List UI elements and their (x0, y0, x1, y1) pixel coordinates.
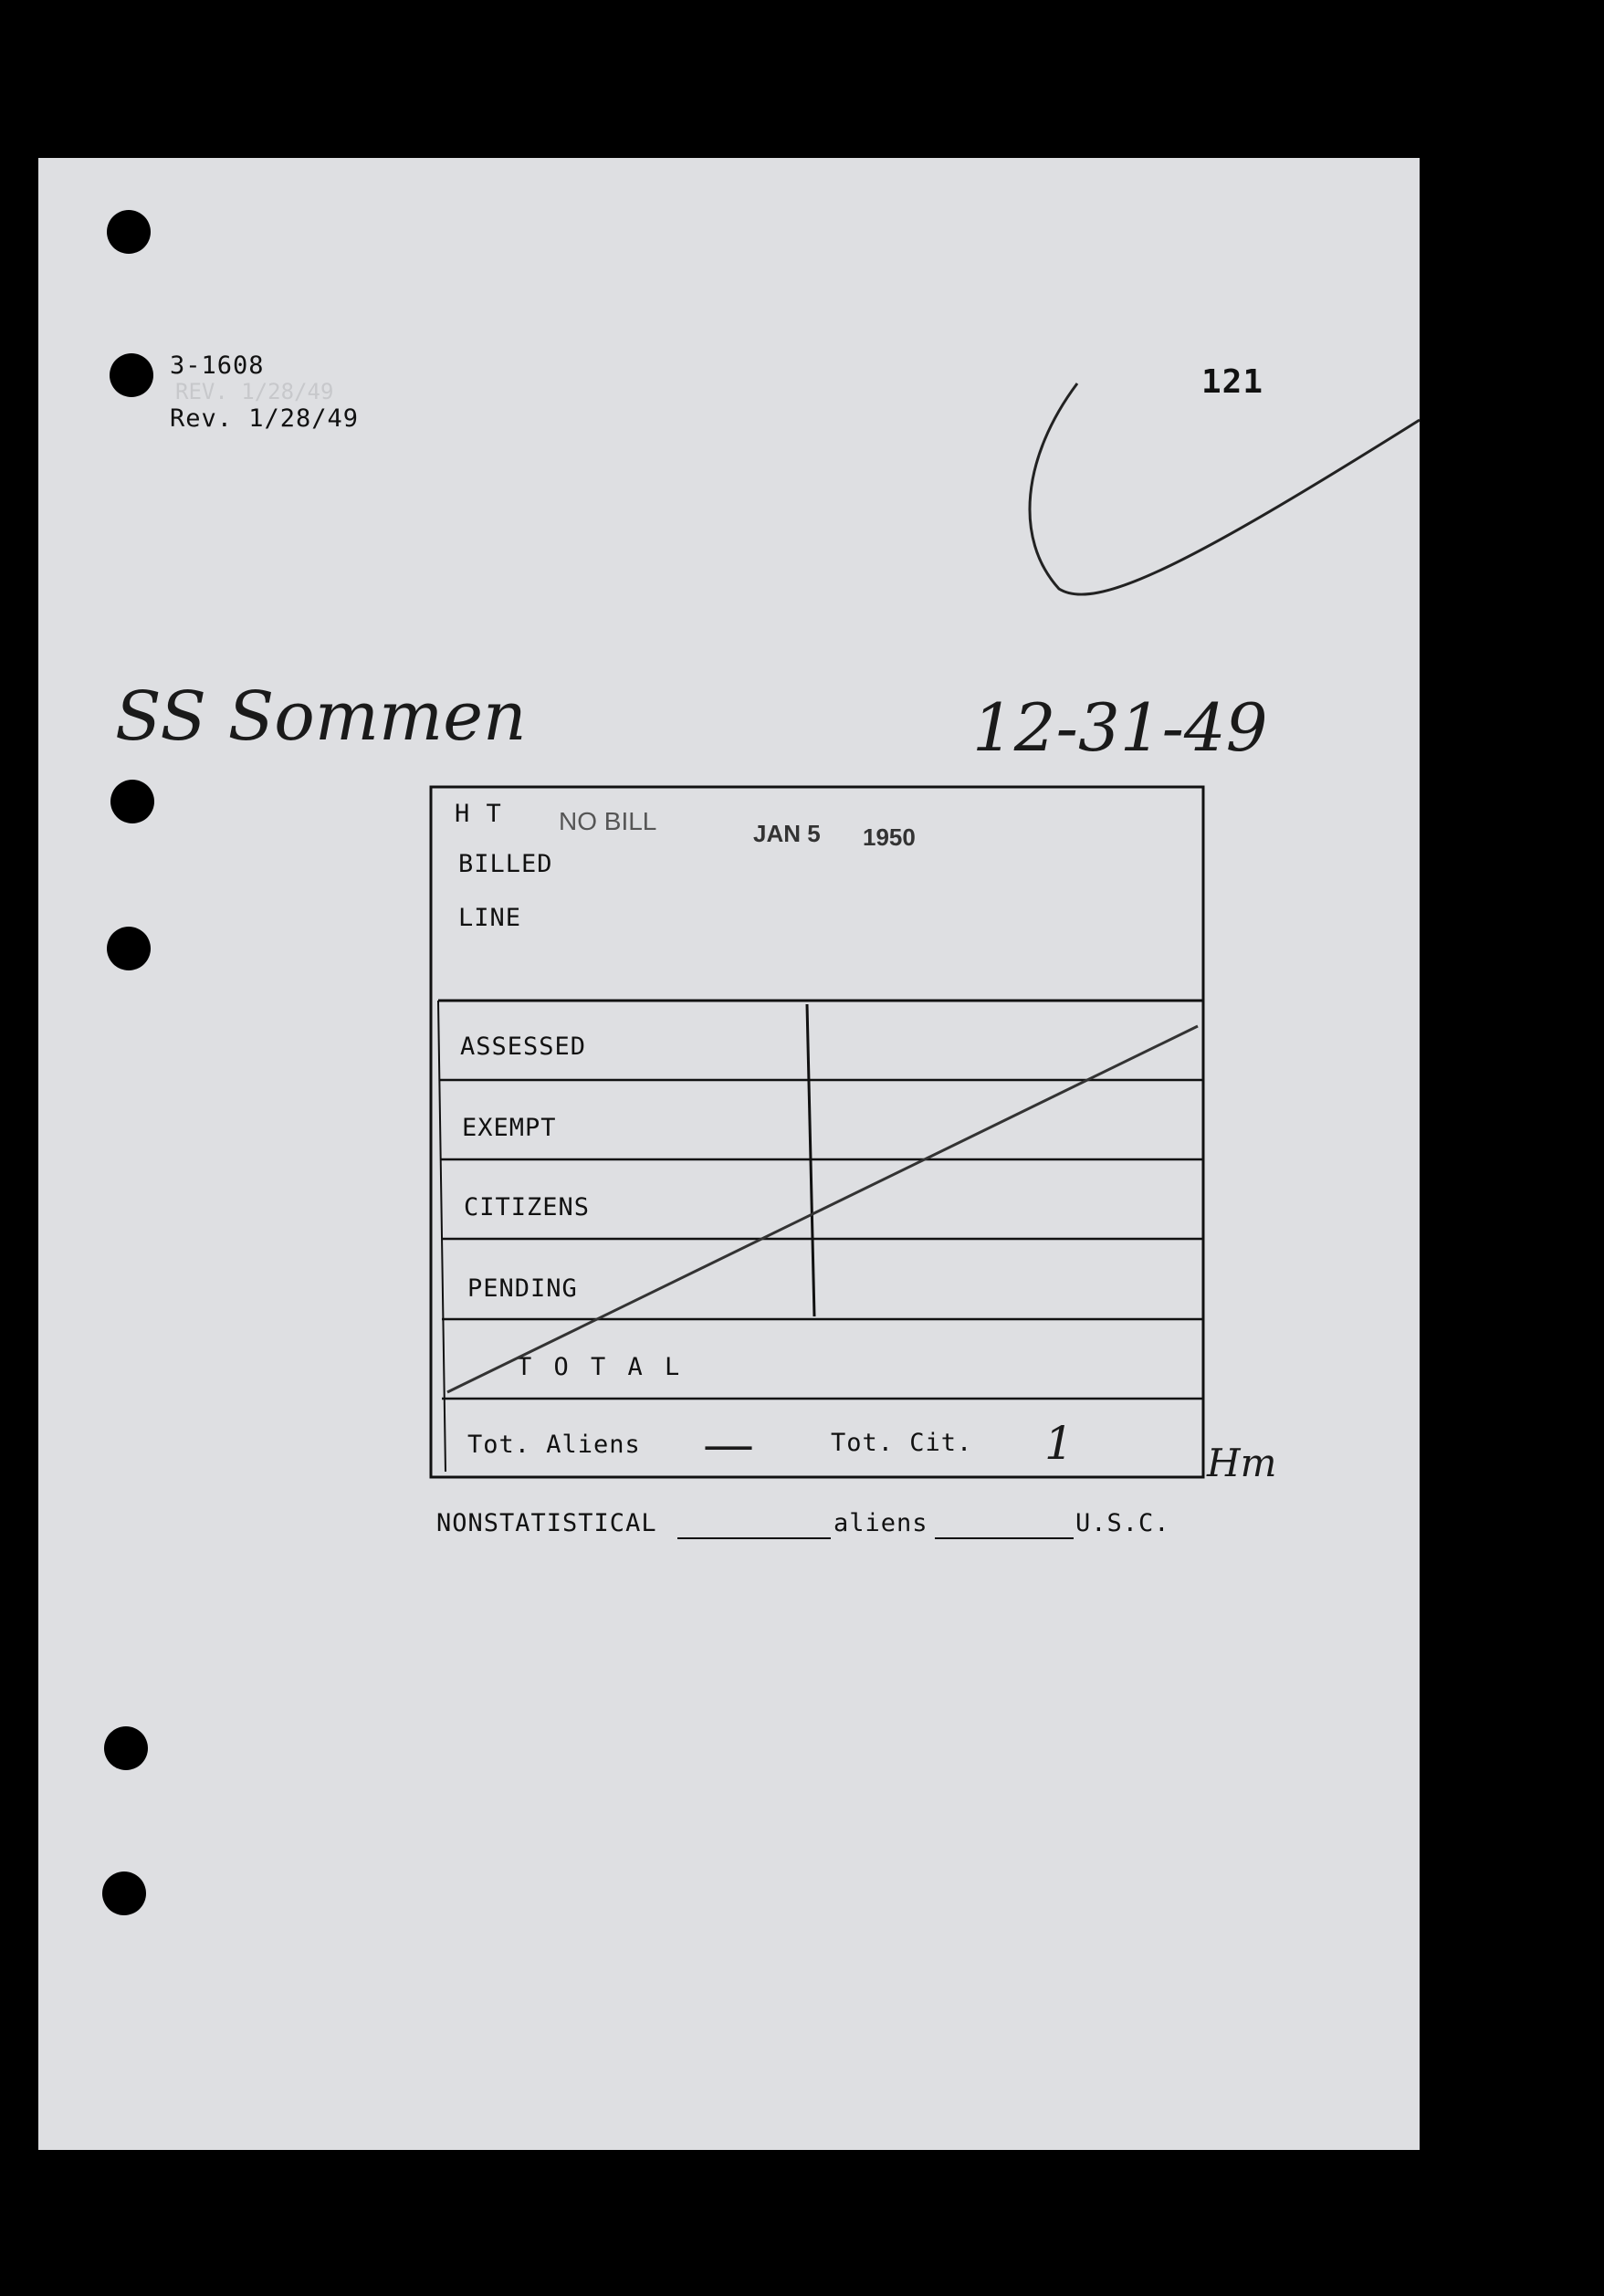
handwritten-initials: Hm (1207, 1441, 1277, 1485)
tot-cit-label: Tot. Cit. (831, 1429, 973, 1457)
box-inner-edge (438, 1001, 446, 1472)
aliens-label: aliens (833, 1509, 928, 1537)
billed-label: BILLED (458, 850, 553, 878)
assessed-label: ASSESSED (460, 1033, 587, 1061)
bleed-through-text: REV. 1/28/49 (175, 379, 334, 404)
form-number: 3-1608 (170, 351, 265, 380)
citizens-label: CITIZENS (464, 1193, 591, 1221)
handwritten-date: 12-31-49 (972, 689, 1268, 766)
line-label: LINE (458, 904, 522, 932)
check-mark (1030, 383, 1420, 594)
pending-label: PENDING (467, 1274, 578, 1303)
tot-aliens-dash: — (703, 1415, 754, 1474)
box-border (431, 787, 1203, 1477)
handwritten-ship-name: SS Sommen (115, 677, 527, 756)
tot-aliens-label: Tot. Aliens (467, 1431, 641, 1459)
no-bill-stamp: NO BILL (559, 807, 657, 835)
form-revision: Rev. 1/28/49 (170, 404, 360, 433)
total-label: T O T A L (517, 1353, 684, 1381)
exempt-label: EXEMPT (462, 1114, 557, 1142)
date-stamp-month-day: JAN 5 (753, 820, 821, 847)
usc-label: U.S.C. (1075, 1509, 1170, 1537)
nonstatistical-label: NONSTATISTICAL (436, 1509, 657, 1537)
page-number: 121 (1201, 363, 1264, 401)
date-stamp-year: 1950 (863, 823, 916, 851)
ht-label: H T (455, 800, 502, 828)
tot-cit-value: 1 (1044, 1417, 1074, 1470)
